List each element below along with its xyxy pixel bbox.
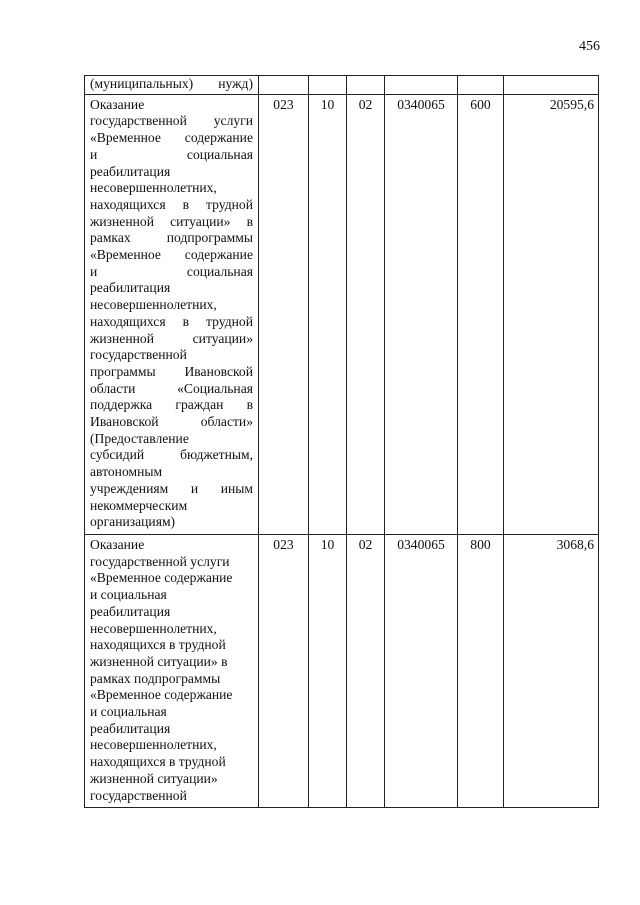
row-name-line: находящихся в трудной — [90, 754, 226, 770]
row-name-line: и социальная — [90, 587, 167, 603]
row-name-line: государственной — [90, 347, 187, 363]
row-name-line: субсидий бюджетным, — [90, 447, 253, 463]
row-name-line: жизненной ситуации» — [90, 330, 253, 346]
row-name-line: Оказание — [90, 536, 145, 552]
row-name-line: Ивановской области» — [90, 414, 253, 430]
expense-type-cell: 600 — [458, 94, 504, 534]
target-cell: 0340065 — [385, 94, 458, 534]
row-name-line: «Временное содержание — [90, 687, 233, 703]
row-name-line: рамках подпрограммы — [90, 670, 221, 686]
row-name-line: жизненной ситуации» в — [90, 653, 228, 669]
row-name-line: рамках подпрограммы — [90, 230, 253, 246]
row-name-line: жизненной ситуации» — [90, 770, 218, 786]
row-name — [85, 94, 259, 534]
subsection-cell: 02 — [347, 534, 385, 807]
row-name-line: и социальная — [90, 704, 167, 720]
row-name-line: реабилитация — [90, 280, 171, 296]
row-name-line: жизненной ситуации» в — [90, 213, 253, 229]
row-name-line: находящихся в трудной — [90, 637, 226, 653]
row-name-line: автономным — [90, 464, 163, 480]
row-name-line: находящихся в трудной — [90, 313, 253, 329]
amount-cell — [504, 76, 599, 95]
subsection-cell: 02 — [347, 94, 385, 534]
ministry-cell: 023 — [259, 94, 309, 534]
budget-table — [84, 75, 599, 808]
row-name-line: Оказание — [90, 96, 145, 112]
amount-cell: 3068,6 — [504, 534, 599, 807]
row-name-line: государственной услуги — [90, 553, 230, 569]
row-name-line: поддержка граждан в — [90, 397, 253, 413]
section-cell — [309, 76, 347, 95]
row-name-line: несовершеннолетних, — [90, 737, 217, 753]
subsection-cell — [347, 76, 385, 95]
row-name-line: несовершеннолетних, — [90, 180, 217, 196]
target-cell — [385, 76, 458, 95]
row-name-line: государственной — [90, 787, 187, 803]
row-name: (муниципальных) нужд) — [85, 76, 259, 95]
row-name-line: несовершеннолетних, — [90, 620, 217, 636]
row-name — [85, 534, 259, 807]
expense-type-cell — [458, 76, 504, 95]
row-name-line: реабилитация — [90, 163, 171, 179]
row-name-line: государственной услуги — [90, 113, 253, 129]
expense-type-cell: 800 — [458, 534, 504, 807]
row-name-line: некоммерческим — [90, 497, 188, 513]
row-name-line: находящихся в трудной — [90, 196, 253, 212]
page-number: 456 — [579, 39, 600, 54]
section-cell: 10 — [309, 94, 347, 534]
row-name-line: области «Социальная — [90, 380, 253, 396]
row-name-line: программы Ивановской — [90, 363, 253, 379]
row-name-line: «Временное содержание — [90, 130, 253, 146]
row-name-line: учреждениям и иным — [90, 480, 253, 496]
row-name-line: (Предоставление — [90, 430, 189, 446]
row-name-line: и социальная — [90, 146, 253, 162]
ministry-cell — [259, 76, 309, 95]
amount-cell: 20595,6 — [504, 94, 599, 534]
table-row — [85, 534, 599, 807]
row-name-line: реабилитация — [90, 603, 171, 619]
row-name-line: «Временное содержание — [90, 247, 253, 263]
row-name-line: «Временное содержание — [90, 570, 233, 586]
table-row — [85, 94, 599, 534]
table-row — [85, 76, 599, 95]
section-cell: 10 — [309, 534, 347, 807]
row-name-line: несовершеннолетних, — [90, 297, 217, 313]
row-name-line: реабилитация — [90, 720, 171, 736]
target-cell: 0340065 — [385, 534, 458, 807]
ministry-cell: 023 — [259, 534, 309, 807]
row-name-line: и социальная — [90, 263, 253, 279]
row-name-line: организациям) — [90, 514, 176, 530]
